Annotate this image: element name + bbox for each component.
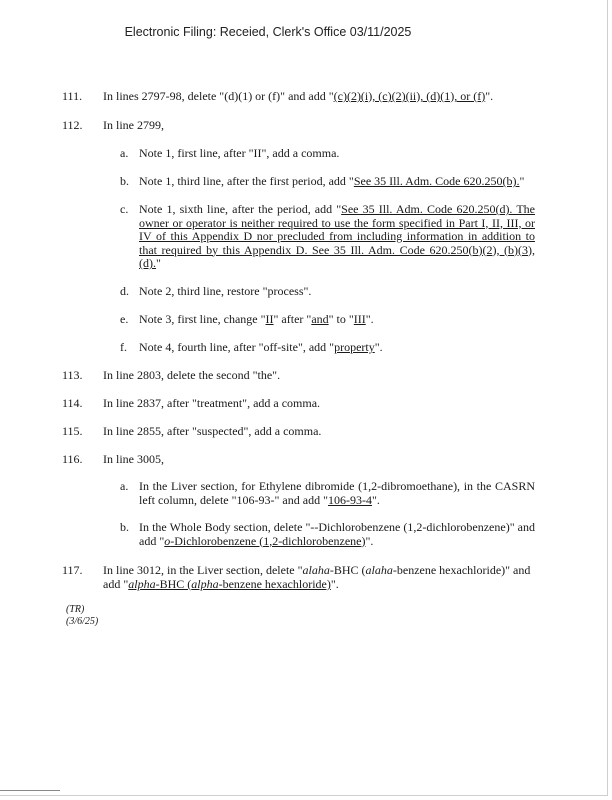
- item-number: 112.: [62, 118, 83, 132]
- footer-initials: (TR): [66, 604, 85, 615]
- bottom-rule: [0, 790, 60, 791]
- item-117-line-1: In line 3012, in the Liver section, delete "alaha-BHC (alaha-benzene hexachloride)" and: [103, 563, 531, 577]
- item-text: In line 2799,: [103, 118, 164, 132]
- filing-header: Electronic Filing: Receied, Clerk's Office 03/11/2025: [124, 25, 412, 39]
- item-text: In lines 2797-98, delete "(d)(1) or (f)" and add "(c)(2)(i), (c)(2)(ii), (d)(1), or (f)".: [103, 89, 494, 103]
- item-number: 111.: [62, 89, 83, 103]
- document-page: Electronic Filing: Receied, Clerk's Office 03/11/2025 111. In lines 2797-98, delete "(d)(1) or (f)" and add "(c)(2)(i), (c)(2)(ii), (d)(1), or (f)". 112. In line 2799, a. Note 1, first line, after "II", add a comma. b. Note 1, third line, after the first period, add "See 35 Ill. Adm. Code 620.250(b)." c. Note 1, sixth line, after the period, add "See 35 Ill. Adm. Code 620.250(d). The owner or operator is neither required to use the form specified in Part I, II, III, or IV of this Appendix D nor precluded from including information in addition to that required by this Appendix D. See 35 Ill. Adm. Code 620.250(b)(2), (b)(3), (d)." d. Note 2, third line, restore "process". e. Note 3, first line, change "II" after "and" to "III". f. Note 4, fourth line, after "off-site", add "property". 113. In line 2803, delete the second "the". 114. In line 2837, after "treatment", add a comma. 115. In line 2855, after "suspected", add a comma. 116. In line 3005, a. In the Liver section, for Ethylene dibromide (1,2-dibromoethane), in the CASRN left column, delete "106-93-" and add "106-93-4". b. In the Whole Body section, delete "--Dichlorobenzene (1,2-dichlorobenzene)" and add "o-Dichlorobenzene (1,2-dichlorobenzene)". 117. In line 3012, in the Liver section, delete "alaha-BHC (alaha-benzene hexachloride)" and add "alpha-BHC (alpha-benzene hexachloride)". (TR) (3/6/25): [0, 0, 608, 796]
- footer-date: (3/6/25): [66, 616, 99, 627]
- item-117-line-2: add "alpha-BHC (alpha-benzene hexachloride)".: [103, 577, 339, 591]
